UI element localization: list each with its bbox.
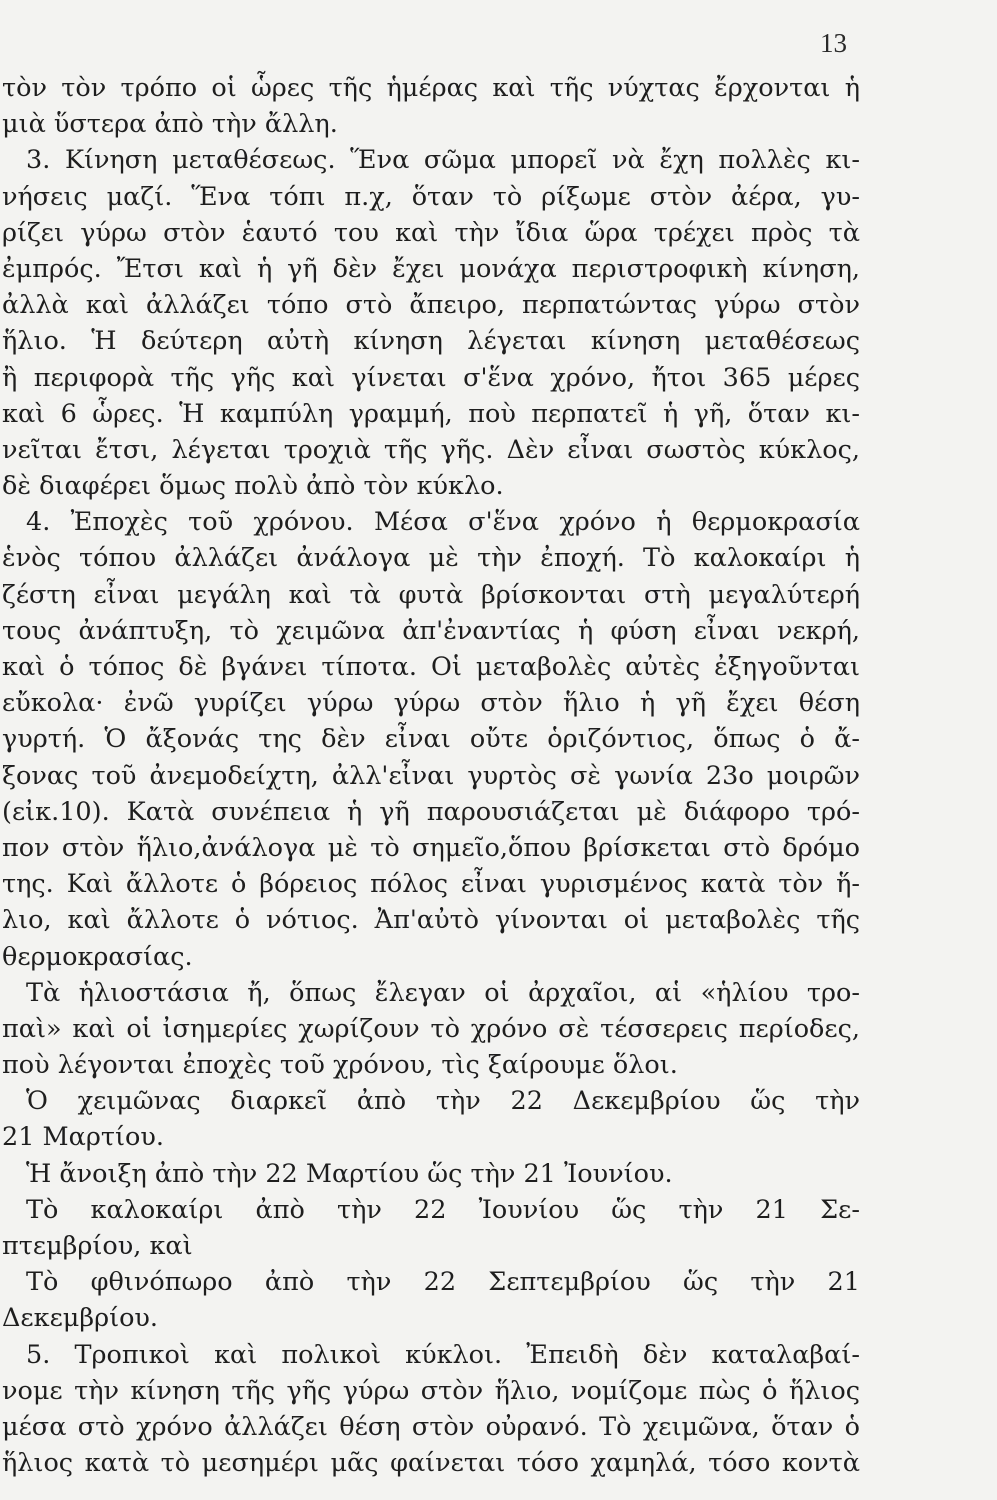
text-line: ξονας τοῦ ἀνεμοδείχτη, ἀλλ'εἶναι γυρτὸς σὲ γωνία 23ο μοιρῶν: [2, 760, 860, 791]
text-line: μιὰ ὕστερα ἀπὸ τὴν ἄλλη.: [2, 109, 338, 140]
text-line: ἀλλὰ καὶ ἀλλάζει τόπο στὸ ἄπειρο, περπατώντας γύρω στὸν: [2, 290, 860, 321]
text-line: 21 Μαρτίου.: [2, 1122, 164, 1153]
text-line: Δεκεμβρίου.: [2, 1303, 159, 1334]
text-line: νήσεις μαζί. Ἕνα τόπι π.χ, ὅταν τὸ ρίξωμε στὸν ἀέρα, γυ-: [2, 181, 860, 212]
section-heading-line: 4. Ἐποχὲς τοῦ χρόνου. Μέσα σ'ἕνα χρόνο ἡ θερμοκρασία: [26, 507, 860, 538]
text-line: ἥλιος κατὰ τὸ μεσημέρι μᾶς φαίνεται τόσο χαμηλά, τόσο κοντὰ: [2, 1448, 860, 1479]
text-line: παὶ» καὶ οἱ ἰσημερίες χωρίζουν τὸ χρόνο σὲ τέσσερεις περίοδες,: [2, 1013, 860, 1044]
text-line: νομε τὴν κίνηση τῆς γῆς γύρω στὸν ἥλιο, νομίζομε πὼς ὁ ἥλιος: [2, 1375, 860, 1406]
text-line: δὲ διαφέρει ὅμως πολὺ ἀπὸ τὸν κύκλο.: [2, 471, 504, 502]
text-line: Τὰ ἡλιοστάσια ἤ, ὅπως ἔλεγαν οἱ ἀρχαῖοι, αἱ «ἡλίου τρο-: [26, 977, 860, 1008]
text-line: λιο, καὶ ἄλλοτε ὁ νότιος. Ἀπ'αὐτὸ γίνονται οἱ μεταβολὲς τῆς: [2, 905, 860, 936]
text-line: πον στὸν ἥλιο,ἀνάλογα μὲ τὸ σημεῖο,ὅπου βρίσκεται στὸ δρόμο: [2, 832, 860, 863]
text-line: ἥλιο. Ἡ δεύτερη αὐτὴ κίνηση λέγεται κίνηση μεταθέσεως: [2, 326, 860, 357]
text-line: πτεμβρίου, καὶ: [2, 1231, 193, 1261]
text-line: ποὺ λέγονται ἐποχὲς τοῦ χρόνου, τὶς ξαίρουμε ὅλοι.: [2, 1050, 678, 1081]
text-line: της. Καὶ ἄλλοτε ὁ βόρειος πόλος εἶναι γυρισμένος κατὰ τὸν ἥ-: [2, 869, 860, 900]
season-line: Τὸ καλοκαίρι ἀπὸ τὴν 22 Ἰουνίου ὥς τὴν 21 Σε-: [26, 1194, 860, 1225]
text-line: θερμοκρασίας.: [2, 941, 193, 972]
text-line: νεῖται ἔτσι, λέγεται τροχιὰ τῆς γῆς. Δὲν εἶναι σωστὸς κύκλος,: [2, 434, 860, 465]
season-line: Ἡ ἄνοιξη ἀπὸ τὴν 22 Μαρτίου ὥς τὴν 21 Ἰουνίου.: [26, 1158, 673, 1189]
season-line: Ὁ χειμῶνας διαρκεῖ ἀπὸ τὴν 22 Δεκεμβρίου ὥς τὴν: [26, 1086, 860, 1117]
text-line: ρίζει γύρω στὸν ἑαυτό του καὶ τὴν ἴδια ὥρα τρέχει πρὸς τὰ: [2, 217, 860, 248]
body-text: [2, 70, 860, 1481]
text-line: καὶ 6 ὧρες. Ἡ καμπύλη γραμμή, ποὺ περπατεῖ ἡ γῆ, ὅταν κι-: [2, 398, 860, 429]
season-line: Τὸ φθινόπωρο ἀπὸ τὴν 22 Σεπτεμβρίου ὥς τὴν 21: [26, 1267, 860, 1298]
text-line: τους ἀνάπτυξη, τὸ χειμῶνα ἀπ'ἐναντίας ἡ φύση εἶναι νεκρή,: [2, 615, 860, 646]
text-line: εὔκολα· ἐνῶ γυρίζει γύρω γύρω στὸν ἥλιο ἡ γῆ ἔχει θέση: [2, 688, 860, 719]
text-line: ἑνὸς τόπου ἀλλάζει ἀνάλογα μὲ τὴν ἐποχή. Τὸ καλοκαίρι ἡ: [2, 543, 860, 574]
text-line: γυρτή. Ὁ ἄξονάς της δὲν εἶναι οὔτε ὁριζόντιος, ὅπως ὁ ἄ-: [2, 724, 860, 755]
text-line: τὸν τὸν τρόπο οἱ ὧρες τῆς ἡμέρας καὶ τῆς νύχτας ἔρχονται ἡ: [2, 73, 860, 103]
text-line: ἐμπρός. Ἔτσι καὶ ἡ γῆ δὲν ἔχει μονάχα περιστροφικὴ κίνηση,: [2, 253, 860, 284]
section-heading-line: 5. Τροπικοὶ καὶ πολικοὶ κύκλοι. Ἐπειδὴ δὲν καταλαβαί-: [26, 1339, 860, 1370]
text-line: μέσα στὸ χρόνο ἀλλάζει θέση στὸν οὐρανό. Τὸ χειμῶνα, ὅταν ὁ: [2, 1411, 860, 1442]
text-line: (εἰκ.10). Κατὰ συνέπεια ἡ γῆ παρουσιάζεται μὲ διάφορο τρό-: [2, 796, 860, 827]
text-line: ἢ περιφορὰ τῆς γῆς καὶ γίνεται σ'ἕνα χρόνο, ἤτοι 365 μέρες: [2, 362, 860, 393]
section-heading-line: 3. Κίνηση μεταθέσεως. Ἕνα σῶμα μπορεῖ νὰ ἔχη πολλὲς κι-: [26, 145, 860, 176]
text-line: καὶ ὁ τόπος δὲ βγάνει τίποτα. Οἱ μεταβολὲς αὐτὲς ἐξηγοῦνται: [2, 652, 860, 682]
page-number: 13: [820, 28, 847, 58]
text-line: ζέστη εἶναι μεγάλη καὶ τὰ φυτὰ βρίσκονται στὴ μεγαλύτερή: [2, 579, 860, 610]
